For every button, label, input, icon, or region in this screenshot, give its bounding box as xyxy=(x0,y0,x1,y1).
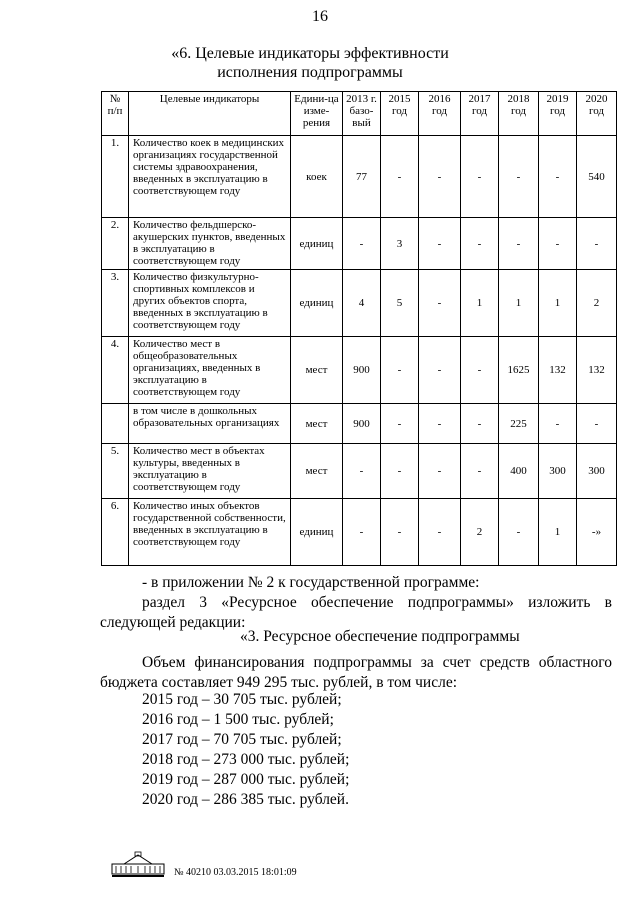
table-row xyxy=(102,136,617,218)
cell-num: 5. xyxy=(102,444,129,499)
cell-2018: 225 xyxy=(499,404,539,444)
cell-2015: - xyxy=(381,404,419,444)
cell-unit: единиц xyxy=(291,270,343,337)
header-2019: 2019 год xyxy=(539,92,577,136)
cell-2018: - xyxy=(499,499,539,566)
cell-2020: - xyxy=(577,218,617,270)
cell-2015: 5 xyxy=(381,270,419,337)
cell-unit: коек xyxy=(291,136,343,218)
cell-2015: - xyxy=(381,499,419,566)
cell-indicator: Количество физкультурно-спортивных комплексов и других объектов спорта, введенных в эксплуатацию в соответствующем году xyxy=(129,270,291,337)
cell-indicator: Количество коек в медицинских организациях государственной системы здравоохранения, введенных в эксплуатацию в соответствующем году xyxy=(129,136,291,218)
cell-num: 3. xyxy=(102,270,129,337)
cell-2017: - xyxy=(461,218,499,270)
cell-2016: - xyxy=(419,218,461,270)
header-2015: 2015 год xyxy=(381,92,419,136)
table-row xyxy=(102,270,617,337)
section-title: «3. Ресурсное обеспечение подпрограммы xyxy=(240,628,520,645)
cell-indicator: Количество иных объектов государственной собственности, введенных в эксплуатацию в соответствующем году xyxy=(129,499,291,566)
cell-indicator: в том числе в дошкольных образовательных организациях xyxy=(129,404,291,444)
cell-base: - xyxy=(343,218,381,270)
header-2016: 2016 год xyxy=(419,92,461,136)
table-header-row xyxy=(102,92,617,136)
cell-2015: - xyxy=(381,337,419,404)
header-2020: 2020 год xyxy=(577,92,617,136)
cell-2018: 1625 xyxy=(499,337,539,404)
cell-base: 900 xyxy=(343,404,381,444)
header-2018: 2018 год xyxy=(499,92,539,136)
cell-num: 6. xyxy=(102,499,129,566)
funding-year-line: 2018 год – 273 000 тыс. рублей; xyxy=(142,751,350,768)
cell-indicator: Количество мест в объектах культуры, введенных в эксплуатацию в соответствующем году xyxy=(129,444,291,499)
header-2017: 2017 год xyxy=(461,92,499,136)
cell-indicator: Количество мест в общеобразовательных организациях, введенных в эксплуатацию в соответствующем году xyxy=(129,337,291,404)
table-row xyxy=(102,499,617,566)
table-row xyxy=(102,337,617,404)
indicators-table xyxy=(101,91,617,566)
cell-unit: мест xyxy=(291,404,343,444)
cell-2015: 3 xyxy=(381,218,419,270)
cell-base: 4 xyxy=(343,270,381,337)
cell-2016: - xyxy=(419,270,461,337)
building-logo-icon xyxy=(110,850,166,878)
cell-2017: - xyxy=(461,444,499,499)
section-instruction-line-1: раздел 3 «Ресурсное обеспечение подпрограммы» изложить в xyxy=(142,594,612,611)
cell-2015: - xyxy=(381,444,419,499)
heading-line-1: «6. Целевые индикаторы эффективности xyxy=(171,45,449,62)
page-number: 16 xyxy=(312,8,328,25)
funding-line-2: бюджета составляет 949 295 тыс. рублей, в том числе: xyxy=(100,674,458,691)
cell-2019: 300 xyxy=(539,444,577,499)
cell-2019: - xyxy=(539,136,577,218)
cell-base: 77 xyxy=(343,136,381,218)
cell-2020: 132 xyxy=(577,337,617,404)
cell-unit: мест xyxy=(291,337,343,404)
cell-unit: мест xyxy=(291,444,343,499)
section-instruction-line-2: следующей редакции: xyxy=(100,614,246,631)
cell-2015: - xyxy=(381,136,419,218)
header-base: 2013 г. базо-вый xyxy=(343,92,381,136)
funding-year-line: 2016 год – 1 500 тыс. рублей; xyxy=(142,711,334,728)
cell-2018: - xyxy=(499,136,539,218)
cell-2019: 1 xyxy=(539,499,577,566)
cell-2017: 2 xyxy=(461,499,499,566)
cell-2016: - xyxy=(419,136,461,218)
funding-year-line: 2017 год – 70 705 тыс. рублей; xyxy=(142,731,342,748)
document-stamp: № 40210 03.03.2015 18:01:09 xyxy=(174,867,297,878)
cell-indicator: Количество фельдшерско-акушерских пунктов, введенных в эксплуатацию в соответствующем году xyxy=(129,218,291,270)
cell-2020: 2 xyxy=(577,270,617,337)
cell-unit: единиц xyxy=(291,218,343,270)
cell-2018: 400 xyxy=(499,444,539,499)
cell-unit: единиц xyxy=(291,499,343,566)
cell-num: 2. xyxy=(102,218,129,270)
cell-2016: - xyxy=(419,499,461,566)
cell-base: - xyxy=(343,499,381,566)
table-row xyxy=(102,404,617,444)
cell-num: 1. xyxy=(102,136,129,218)
footer xyxy=(110,848,297,878)
cell-num: 4. xyxy=(102,337,129,404)
cell-2016: - xyxy=(419,337,461,404)
cell-2020: 540 xyxy=(577,136,617,218)
cell-2017: 1 xyxy=(461,270,499,337)
cell-2019: 1 xyxy=(539,270,577,337)
funding-year-line: 2015 год – 30 705 тыс. рублей; xyxy=(142,691,342,708)
cell-2016: - xyxy=(419,444,461,499)
cell-num xyxy=(102,404,129,444)
cell-2019: - xyxy=(539,218,577,270)
cell-base: - xyxy=(343,444,381,499)
header-num: № п/п xyxy=(102,92,129,136)
cell-2020: -» xyxy=(577,499,617,566)
section-heading xyxy=(100,44,520,82)
cell-base: 900 xyxy=(343,337,381,404)
funding-year-line: 2020 год – 286 385 тыс. рублей. xyxy=(142,791,349,808)
cell-2020: - xyxy=(577,404,617,444)
funding-line-1: Объем финансирования подпрограммы за счет средств областного xyxy=(142,654,612,671)
table-row xyxy=(102,444,617,499)
appendix-line: - в приложении № 2 к государственной программе: xyxy=(142,574,480,591)
funding-years-list xyxy=(142,690,612,810)
cell-2020: 300 xyxy=(577,444,617,499)
cell-2017: - xyxy=(461,404,499,444)
cell-2019: - xyxy=(539,404,577,444)
cell-2019: 132 xyxy=(539,337,577,404)
cell-2017: - xyxy=(461,136,499,218)
header-unit: Едини-ца изме-рения xyxy=(291,92,343,136)
header-name: Целевые индикаторы xyxy=(129,92,291,136)
cell-2017: - xyxy=(461,337,499,404)
cell-2016: - xyxy=(419,404,461,444)
cell-2018: 1 xyxy=(499,270,539,337)
heading-line-2: исполнения подпрограммы xyxy=(217,64,403,81)
cell-2018: - xyxy=(499,218,539,270)
funding-year-line: 2019 год – 287 000 тыс. рублей; xyxy=(142,771,350,788)
table-row xyxy=(102,218,617,270)
